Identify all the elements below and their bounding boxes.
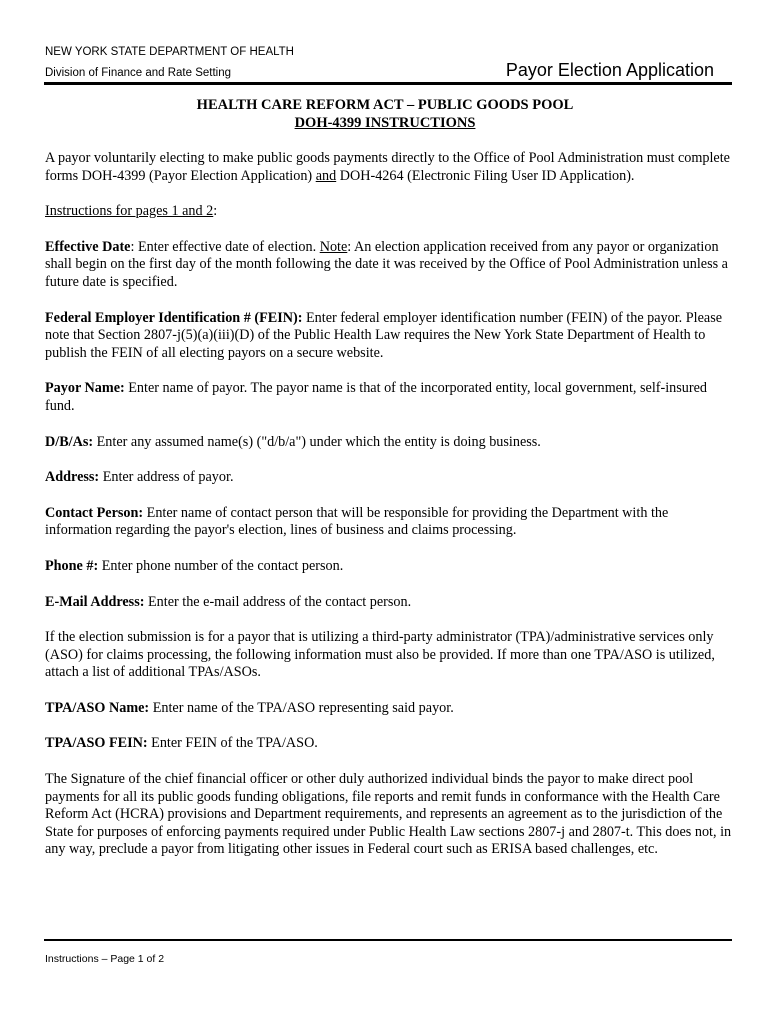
phone-label: Phone #: xyxy=(45,557,99,574)
phone-text: Enter phone number of the contact person. xyxy=(98,557,344,574)
dbas-text: Enter any assumed name(s) ("d/b/a") under which the entity is doing business. xyxy=(93,433,541,450)
intro-text-end: DOH-4264 (Electronic Filing User ID Application). xyxy=(336,167,635,184)
tpa-fein-text: Enter FEIN of the TPA/ASO. xyxy=(147,735,318,752)
payor-name-text: Enter name of payor. The payor name is that of the incorporated entity, local government, self-insured fund. xyxy=(45,380,708,414)
tpa-fein-label: TPA/ASO FEIN: xyxy=(45,735,148,752)
contact-person-text: Enter name of contact person that will be responsible for providing the Department with the information regarding the payor's election, lines of business and claims processing. xyxy=(45,504,669,539)
effective-date-label: Effective Date xyxy=(45,238,131,255)
agency-name: NEW YORK STATE DEPARTMENT OF HEALTH xyxy=(45,46,294,58)
tpa-name-text: Enter name of the TPA/ASO representing said payor. xyxy=(149,699,454,716)
tpa-name-label: TPA/ASO Name: xyxy=(45,699,150,716)
effective-date-text: : Enter effective date of election. xyxy=(130,238,320,255)
email-text: Enter the e-mail address of the contact person. xyxy=(144,593,412,610)
fein-paragraph xyxy=(45,310,735,363)
contact-person-paragraph xyxy=(45,505,735,540)
document-subtitle: DOH-4399 INSTRUCTIONS xyxy=(294,115,476,131)
tpa-fein-paragraph xyxy=(45,735,735,753)
instructions-body xyxy=(45,150,735,877)
dbas-paragraph xyxy=(45,434,735,452)
address-text: Enter address of payor. xyxy=(99,469,234,486)
fein-text: Enter federal employer identification number (FEIN) of the payor. Please note that Section 2807-j(5)(a)(iii)(D) of the Public Health Law requires the New York State Department of Health to publish the FEIN of all electing payors on a secure website. xyxy=(45,309,723,361)
footer-rule xyxy=(44,939,732,941)
address-label: Address: xyxy=(45,469,100,486)
phone-paragraph xyxy=(45,558,735,576)
fein-label: Federal Employer Identification # (FEIN): xyxy=(45,309,303,326)
tpa-name-paragraph xyxy=(45,700,735,718)
dbas-label: D/B/As: xyxy=(45,433,94,450)
intro-paragraph xyxy=(45,150,735,185)
payor-name-paragraph xyxy=(45,380,735,415)
effective-date-paragraph xyxy=(45,239,735,292)
page-footer: Instructions – Page 1 of 2 xyxy=(45,953,165,965)
payor-name-label: Payor Name: xyxy=(45,380,125,397)
note-label: Note xyxy=(319,238,348,255)
intro-text-start: A payor voluntarily electing to make public goods payments directly to the Office of Pool Administration must complete forms DOH-4399 (Payor Election Application) xyxy=(45,150,730,184)
pages-heading-colon: : xyxy=(213,203,218,220)
signature-paragraph: The Signature of the chief financial officer or other duly authorized individual binds the payor to make direct pool payments for all its public goods funding obligations, file reports and remit funds in conformance with the Health Care Reform Act (HCRA) provisions and Department requirements, and represents an agreement as to the jurisdiction of the State for purposes of enforcing payments required under Public Health Law sections 2807-j and 2807-t. This does not, in any way, preclude a payor from litigating other issues in Federal court such as ERISA based challenges, etc. xyxy=(45,771,732,858)
header-rule xyxy=(44,82,732,85)
pages-heading-text: Instructions for pages 1 and 2 xyxy=(45,203,214,220)
intro-and: and xyxy=(315,167,337,184)
pages-heading xyxy=(45,203,735,221)
email-label: E-Mail Address: xyxy=(45,593,145,610)
document-title: HEALTH CARE REFORM ACT – PUBLIC GOODS POOL xyxy=(196,97,574,113)
effective-date-note-text: : An election application received from any payor or organization shall begin on the first day of the month following the date it was received by the Office of Pool Administration unless a future date is specified. xyxy=(45,238,728,290)
tpa-intro-paragraph: If the election submission is for a payor that is utilizing a third-party administrator (TPA)/administrative services only (ASO) for claims processing, the following information must also be provided. If more than one TPA/ASO is utilized, attach a list of additional TPAs/ASOs. xyxy=(45,629,715,681)
form-title: Payor Election Application xyxy=(505,60,714,80)
contact-person-label: Contact Person: xyxy=(45,504,144,521)
division-name: Division of Finance and Rate Setting xyxy=(45,67,232,79)
email-paragraph xyxy=(45,594,735,612)
address-paragraph xyxy=(45,469,735,487)
